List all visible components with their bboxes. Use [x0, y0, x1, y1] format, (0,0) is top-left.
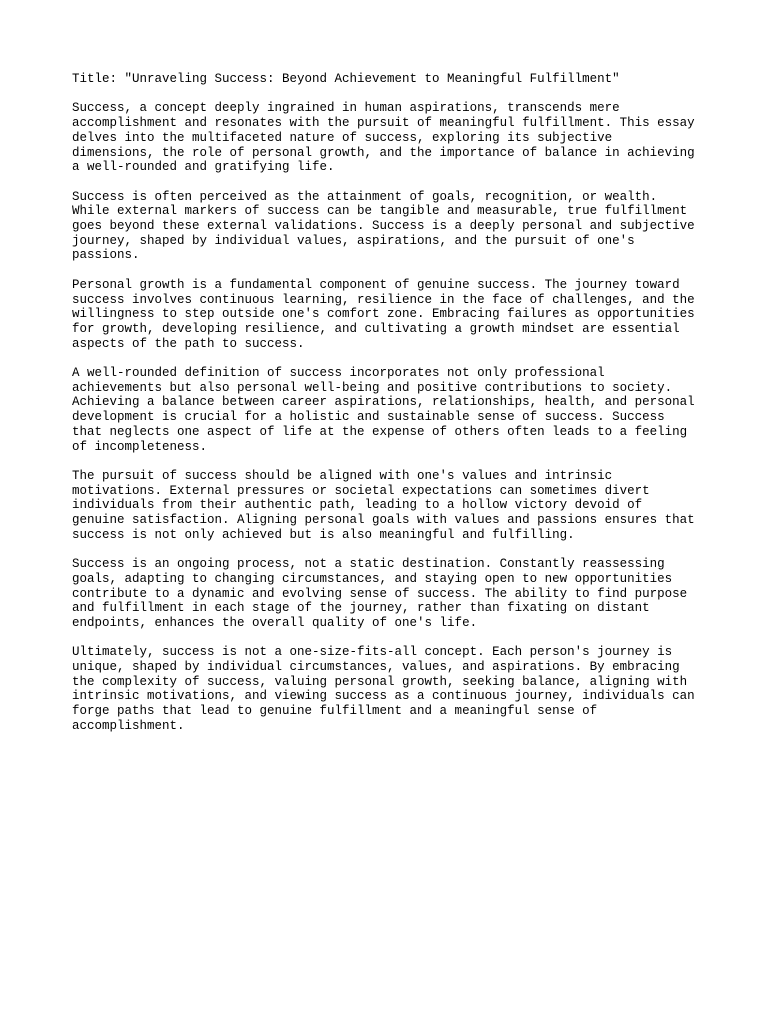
paragraph-conclusion: Ultimately, success is not a one-size-fits-all concept. Each person's journey is unique, shaped by individual circumstances, values, and aspirations. By embracing the complexity of success, valuing personal growth, seeking balance, aligning with intrinsic motivations, and viewing success as a continuous journey, individuals can forge paths that lead to genuine fulfillment and a meaningful sense of accomplishment.	[72, 645, 695, 733]
paragraph-values: The pursuit of success should be aligned with one's values and intrinsic motivations. External pressures or societal expectations can sometimes divert individuals from their authentic path, leading to a hollow victory devoid of genuine satisfaction. Aligning personal goals with values and passions ensures that success is not only achieved but is also meaningful and fulfilling.	[72, 468, 695, 542]
paragraph-balance: A well-rounded definition of success incorporates not only professional achievements but also personal well-being and positive contributions to society. Achieving a balance between career aspirations, relationships, health, and personal development is crucial for a holistic and sustainable sense of success. Success that neglects one aspect of life at the expense of others often leads to a feeling of incompleteness.	[72, 366, 695, 454]
paragraph-ongoing-process: Success is an ongoing process, not a static destination. Constantly reassessing goals, adapting to changing circumstances, and staying open to new opportunities contribute to a dynamic and evolving sense of success. The ability to find purpose and fulfillment in each stage of the journey, rather than fixating on distant endpoints, enhances the overall quality of one's life.	[72, 557, 688, 630]
paragraph-perception: Success is often perceived as the attainment of goals, recognition, or wealth. While external markers of success can be tangible and measurable, true fulfillment goes beyond these external validations. Success is a deeply personal and subjective journey, shaped by individual values, aspirations, and the pursuit of one's passions.	[72, 189, 695, 263]
document-page	[72, 72, 712, 748]
document-title: Title: "Unraveling Success: Beyond Achievement to Meaningful Fulfillment"	[72, 72, 620, 86]
paragraph-personal-growth: Personal growth is a fundamental component of genuine success. The journey toward success involves continuous learning, resilience in the face of challenges, and the willingness to step outside one's comfort zone. Embracing failures as opportunities for growth, developing resilience, and cultivating a growth mindset are essential aspects of the path to success.	[72, 277, 695, 351]
paragraph-introduction: Success, a concept deeply ingrained in human aspirations, transcends mere accomplishment and resonates with the pursuit of meaningful fulfillment. This essay delves into the multifaceted nature of success, exploring its subjective dimensions, the role of personal growth, and the importance of balance in achieving a well-rounded and gratifying life.	[72, 101, 695, 175]
